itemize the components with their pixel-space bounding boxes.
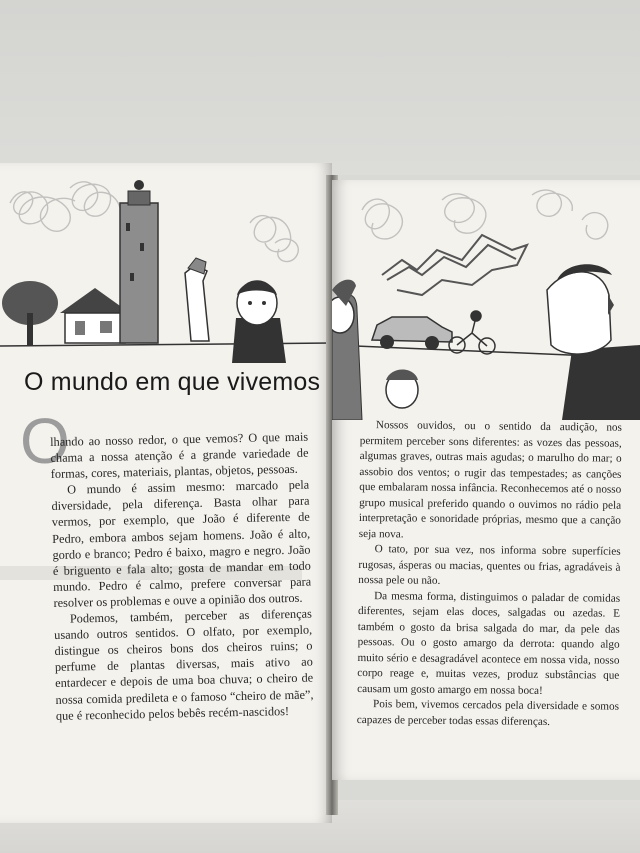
right-illustration <box>332 180 640 420</box>
raised-hand-icon <box>185 258 209 341</box>
paragraph: Nossos ouvidos, ou o sentido da audição, nos permitem perceber sons diferentes: as vozes das pessoas, algumas graves, outras mais agudas; o marulho do mar; o assobio dos ventos; o rugir das tempestades; as canções que embalaram nossa infância. Reconhecemos até o nosso grupo musical preferido quando o ouvimos no rádio pela interpretação e sonoridade próprias, mesmo que a canção seja nova. <box>358 419 622 540</box>
car-icon <box>372 317 452 350</box>
boy-cap-character-icon <box>386 370 418 409</box>
left-illustration <box>0 163 332 363</box>
paragraph: O tato, por sua vez, nos informa sobre superfícies rugosas, ásperas ou macias, quentes ou frias, agradáveis à nossa pele ou não. <box>358 543 621 587</box>
page-title: O mundo em que vivemos <box>24 368 321 396</box>
paragraph: Pois bem, vivemos cercados pela diversidade e somos capazes de perceber todas essas diferenças. <box>356 698 620 728</box>
tree-icon <box>2 281 58 345</box>
paragraph: Da mesma forma, distinguimos o paladar de comidas diferentes, sejam elas doces, salgadas ou azedas. E também o gosto da brisa salgada do mar, da pele das pessoas. Ou o gosto amargo da derrota: quando algo muito sério e desagradável acontece em nossa vida, nosso corpo reage e, muitas vezes, produz substâncias que causam um gosto amargo em nossa boca! <box>357 589 621 697</box>
right-page-text <box>357 418 622 731</box>
paragraph: Podemos, também, perceber as diferenças usando outros sentidos. O olfato, por exemplo, distingue os cheiros bons dos cheiros ruins; o perfume de plantas diversas, mais ativo ao entardecer e depois de uma boa chuva; o cheiro de nossa comida predileta e o famoso “cheiro de mãe”, que é reconhecido pelos bebês recém-nascidos! <box>54 606 314 723</box>
cyclist-icon <box>449 311 495 354</box>
paragraph: O mundo é assim mesmo: marcado pela diversidade, pela diferença. Basta olhar para vermos, por exemplo, que João é diferente de Pedro, embora ambos sejam homens. João é alto, gordo e branco; Pedro é baixo, magro e negro. João é briguento e fala alto; gosta de mandar em todo mundo. Pedro é calmo, prefere conversar para resolver os problemas e ouve a opinião dos outros. <box>51 477 312 610</box>
background-top <box>0 0 640 175</box>
left-page-text <box>50 429 314 724</box>
scribble-clouds-icon <box>362 190 608 239</box>
zigzag-scribble-icon <box>382 235 527 295</box>
drop-cap: O <box>20 405 70 477</box>
paragraph: lhando ao nosso redor, o que vemos? O que mais chama a nossa atenção é a grande variedade de formas, cores, materiais, plantas, objetos, pessoas. <box>50 429 309 482</box>
man-character-icon <box>547 264 640 420</box>
boy-character-icon <box>232 281 286 363</box>
lighthouse-tower-icon <box>120 180 158 343</box>
woman-character-icon <box>332 280 362 420</box>
